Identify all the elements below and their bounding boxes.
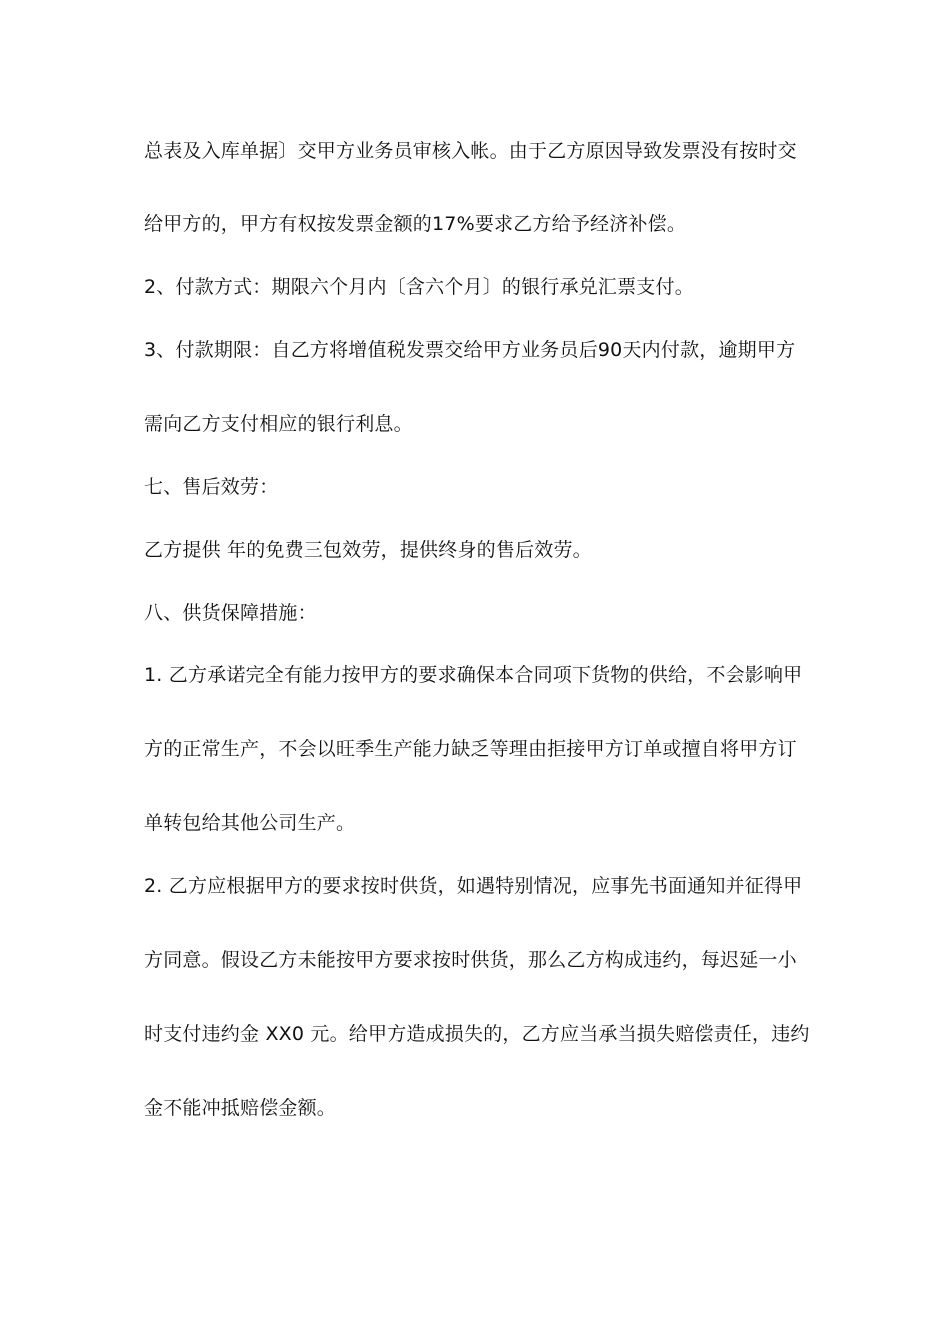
paragraph-line: 乙方提供 年的免费三包效劳，提供终身的售后效劳。 [144, 539, 592, 561]
section-heading: 七、售后效劳： [144, 476, 279, 498]
paragraph-line: 给甲方的，甲方有权按发票金额的17%要求乙方给予经济补偿。 [144, 213, 687, 235]
paragraph-line: 2、付款方式：期限六个月内〔含六个月〕的银行承兑汇票支付。 [144, 276, 694, 298]
paragraph-line: 金不能冲抵赔偿金额。 [144, 1097, 337, 1119]
paragraph-line: 时支付违约金 XX0 元。给甲方造成损失的，乙方应当承当损失赔偿责任，违约 [144, 1023, 810, 1045]
paragraph-line: 方的正常生产，不会以旺季生产能力缺乏等理由拒接甲方订单或擅自将甲方订 [144, 738, 797, 760]
paragraph-line: 总表及入库单据〕交甲方业务员审核入帐。由于乙方原因导致发票没有按时交 [144, 140, 797, 162]
paragraph-line: 需向乙方支付相应的银行利息。 [144, 413, 413, 435]
paragraph-line: 2. 乙方应根据甲方的要求按时供货，如遇特别情况，应事先书面通知并征得甲 [144, 875, 803, 897]
paragraph-line: 3、付款期限：自乙方将增值税发票交给甲方业务员后90天内付款，逾期甲方 [144, 339, 796, 361]
paragraph-line: 单转包给其他公司生产。 [144, 812, 356, 834]
paragraph-line: 方同意。假设乙方未能按甲方要求按时供货，那么乙方构成违约，每迟延一小 [144, 949, 797, 971]
paragraph-line: 1. 乙方承诺完全有能力按甲方的要求确保本合同项下货物的供给，不会影响甲 [144, 664, 803, 686]
section-heading: 八、供货保障措施： [144, 602, 317, 624]
